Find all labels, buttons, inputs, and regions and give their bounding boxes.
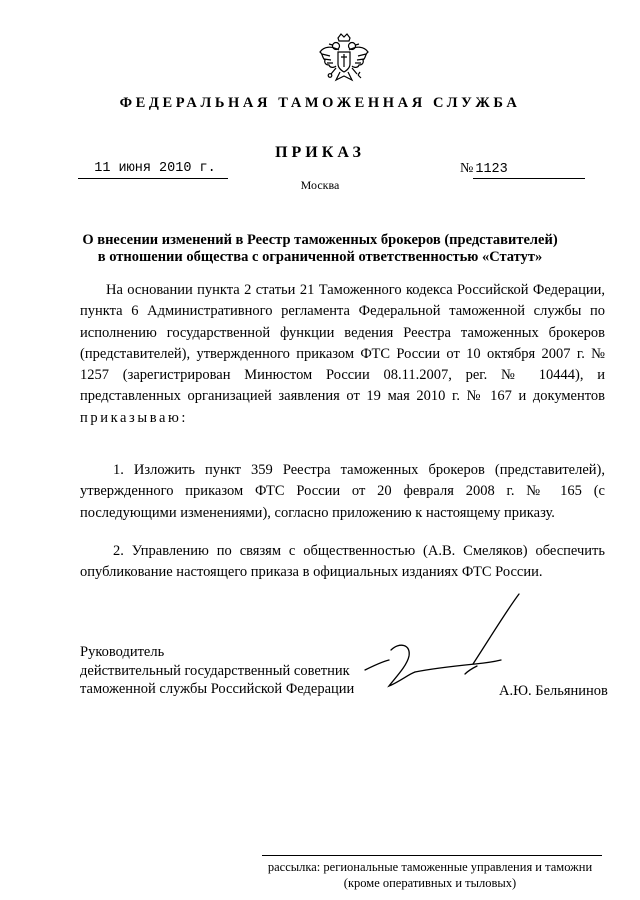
distribution-list bbox=[240, 860, 620, 891]
order-word: приказываю: bbox=[80, 409, 189, 426]
order-item-2: 2. Управлению по связям с общественностью (А.В. Смеляков) обеспечить опубликование настоящего приказа в официальных изданиях ФТС России. bbox=[80, 543, 605, 581]
document-title: ПРИКАЗ bbox=[275, 144, 365, 161]
order-city: Москва bbox=[300, 178, 340, 192]
order-subject bbox=[60, 232, 580, 266]
basis-paragraph bbox=[80, 280, 605, 429]
signatory-position-line-3: таможенной службы Российской Федерации bbox=[80, 681, 355, 697]
signatory-name: А.Ю. Бельянинов bbox=[499, 683, 608, 699]
signatory-position-line-1: Руководитель bbox=[80, 644, 165, 660]
subject-line-2: в отношении общества с ограниченной ответственностью «Статут» bbox=[97, 249, 543, 265]
signatory-position bbox=[80, 643, 354, 699]
distribution-divider bbox=[262, 855, 602, 856]
order-number-line bbox=[460, 161, 600, 179]
order-item-1: 1. Изложить пункт 359 Реестра таможенных брокеров (представителей), утвержденного приказом ФТС России от 20 февраля 2008 г. № 165 (с последующими изменениями), согласно приложению к настоящему приказу. bbox=[80, 462, 605, 521]
subject-line-1: О внесении изменений в Реестр таможенных брокеров (представителей) bbox=[82, 232, 558, 248]
order-date: 11 июня 2010 г. bbox=[78, 161, 228, 179]
signatory-position-line-2: действительный государственный советник bbox=[80, 662, 350, 679]
coat-of-arms-icon bbox=[316, 32, 372, 88]
number-sign: № bbox=[460, 161, 474, 176]
distribution-line-2: (кроме оперативных и тыловых) bbox=[343, 875, 517, 890]
agency-name: ФЕДЕРАЛЬНАЯ ТАМОЖЕННАЯ СЛУЖБА bbox=[119, 95, 521, 111]
basis-text: На основании пункта 2 статьи 21 Таможенного кодекса Российской Федерации, пункта 6 Административного регламента Федеральной таможенной службы по исполнению государственной функции ведения Реестра таможенных брокеров (представителей), утвержденного приказом ФТС России от 10 октября 2007 г. № 1257 (зарегистрирован Минюстом России 08.11.2007, рег. № 10444), и представленных организацией заявления от 19 мая 2010 г. № 167 и документов bbox=[80, 282, 605, 405]
distribution-line-1: рассылка: региональные таможенные управления и таможни bbox=[267, 860, 593, 874]
order-number: 1123 bbox=[473, 162, 585, 179]
